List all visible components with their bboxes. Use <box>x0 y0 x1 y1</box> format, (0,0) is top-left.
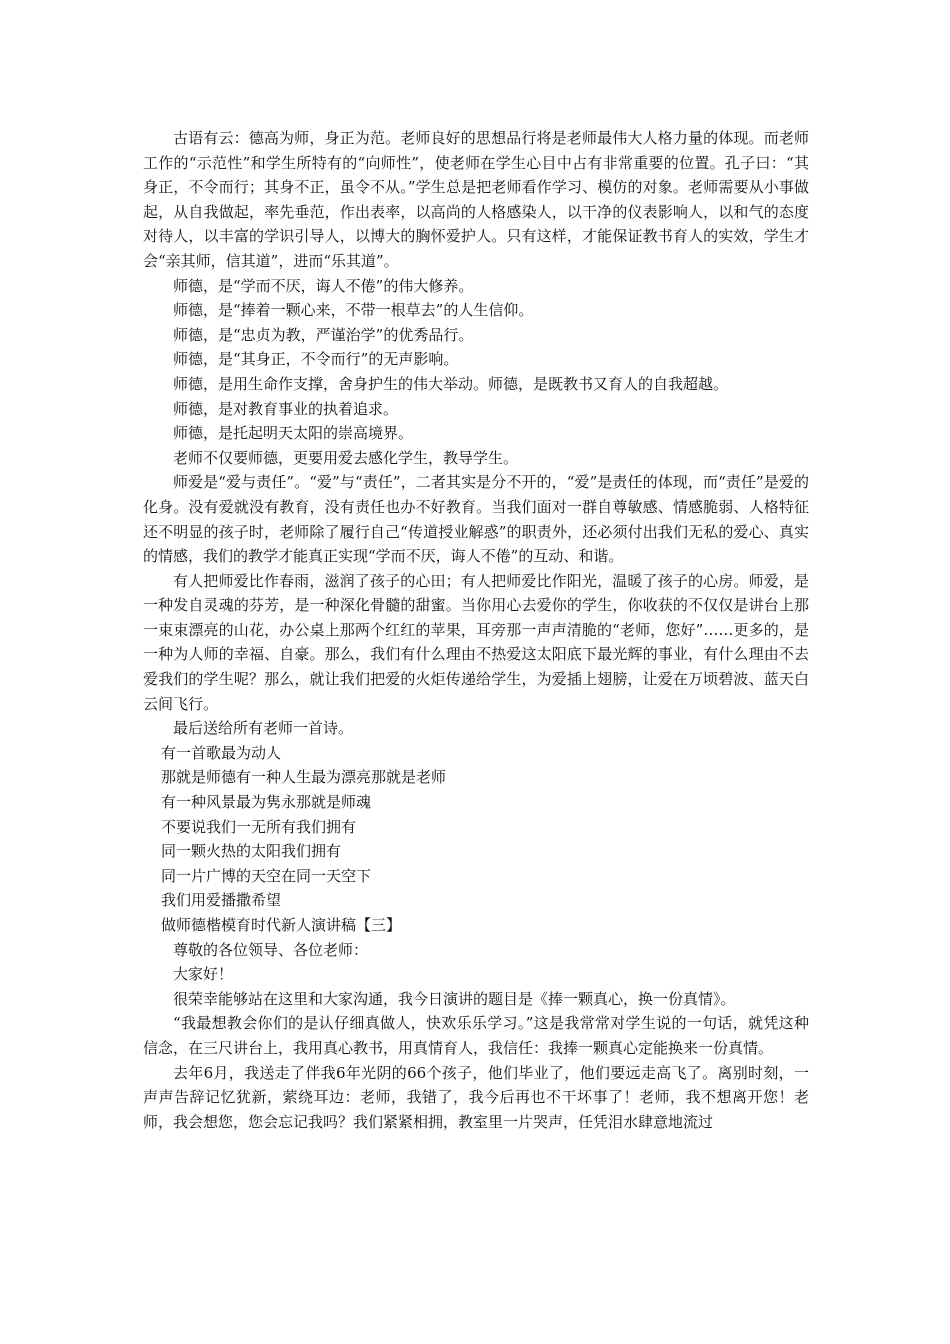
poem-line: 同一颗火热的太阳我们拥有 <box>161 842 342 861</box>
paragraph-belief: “我最想教会你们的是认仔细真做人，快欢乐乐学习。”这是我常常对学生说的一句话，就凭这种信念，在三尺讲台上，我用真心教书，用真情育人，我信任：我捧一颗真心定能换来一份真情。 <box>143 1014 809 1057</box>
paragraph-shide-7: 师德，是托起明天太阳的崇高境界。 <box>173 424 414 443</box>
paragraph-shide-1: 师德，是“学而不厌，诲人不倦”的伟大修养。 <box>173 276 474 295</box>
paragraph-speech-title: 很荣幸能够站在这里和大家沟通，我今日演讲的题目是《捧一颗真心，换一份真情》。 <box>173 989 736 1008</box>
paragraph-love-intro: 老师不仅要师德，更要用爱去感化学生，教导学生。 <box>173 448 519 467</box>
poem-line: 有一种风景最为隽永那就是师魂 <box>161 793 372 812</box>
poem-line: 我们用爱播撒希望 <box>161 891 282 910</box>
poem-line: 同一片广博的天空在同一天空下 <box>161 866 372 885</box>
paragraph-intro: 古语有云：德高为师，身正为范。老师良好的思想品行将是老师最伟大人格力量的体现。而老师工作的“示范性”和学生所特有的“向师性”，使老师在学生心目中占有非常重要的位置。孔子曰：“其身正，不令而行；其身不正，虽令不从。”学生总是把老师看作学习、模仿的对象。老师需要从小事做起，从自我做起，率先垂范，作出表率，以高尚的人格感染人，以干净的仪表影响人，以和气的态度对待人，以丰富的学识引导人，以博大的胸怀爱护人。只有这样，才能保证教书育人的实效，学生才会“亲其师，信其道”，进而“乐其道”。 <box>143 129 809 270</box>
paragraph-shide-3: 师德，是“忠贞为教，严谨治学”的优秀品行。 <box>173 325 474 344</box>
paragraph-love-metaphor: 有人把师爱比作春雨，滋润了孩子的心田；有人把师爱比作阳光，温暖了孩子的心房。师爱，是一种发自灵魂的芬芳，是一种深化骨髓的甜蜜。当你用心去爱你的学生，你收获的不仅仅是讲台上那一束束漂亮的山花，办公桌上那两个红红的苹果，耳旁那一声声清脆的“老师，您好”……更多的，是一种为人师的幸福、自豪。那么，我们有什么理由不热爱这太阳底下最光辉的事业，有什么理由不去爱我们的学生呢？那么，就让我们把爱的火炬传递给学生，为爱插上翅膀，让爱在万顷碧波、蓝天白云间飞行。 <box>143 571 809 713</box>
paragraph-shide-5: 师德，是用生命作支撑，舍身护生的伟大举动。师德，是既教书又育人的自我超越。 <box>173 374 729 393</box>
poem-line: 那就是师德有一种人生最为漂亮那就是老师 <box>161 768 447 787</box>
paragraph-farewell: 去年6月，我送走了伴我6年光阴的66个孩子，他们毕业了，他们要远走高飞了。离别时刻，一声声告辞记忆犹新，萦绕耳边：老师，我错了，我今后再也不干坏事了！老师，我不想离开您！老师，我会想您，您会忘记我吗？我们紧紧相拥，教室里一片哭声，任凭泪水肆意地流过 <box>143 1063 809 1131</box>
paragraph-love-responsibility: 师爱是“爱与责任”。“爱”与“责任”，二者其实是分不开的，“爱”是责任的体现，而“责任”是爱的化身。没有爱就没有教育，没有责任也办不好教育。当我们面对一群自尊敏感、情感脆弱、人格特征还不明显的孩子时，老师除了履行自己“传道授业解惑”的职责外，还必须付出我们无私的爱心、真实的情感，我们的教学才能真正实现“学而不厌，诲人不倦”的互动、和谐。 <box>143 473 809 566</box>
paragraph-salutation: 尊敬的各位领导、各位老师： <box>173 940 369 959</box>
poem-line: 不要说我们一无所有我们拥有 <box>161 817 357 836</box>
paragraph-shide-6: 师德，是对教育事业的执着追求。 <box>173 399 399 418</box>
paragraph-shide-4: 师德，是“其身正，不令而行”的无声影响。 <box>173 350 459 369</box>
paragraph-poem-intro: 最后送给所有老师一首诗。 <box>173 719 354 738</box>
paragraph-greeting: 大家好！ <box>173 965 234 984</box>
poem-line: 有一首歌最为动人 <box>161 743 282 762</box>
document-body <box>143 126 809 1134</box>
paragraph-shide-2: 师德，是“捧着一颗心来，不带一根草去”的人生信仰。 <box>173 301 534 320</box>
section-heading: 做师德楷模育时代新人演讲稿【三】 <box>161 916 402 934</box>
